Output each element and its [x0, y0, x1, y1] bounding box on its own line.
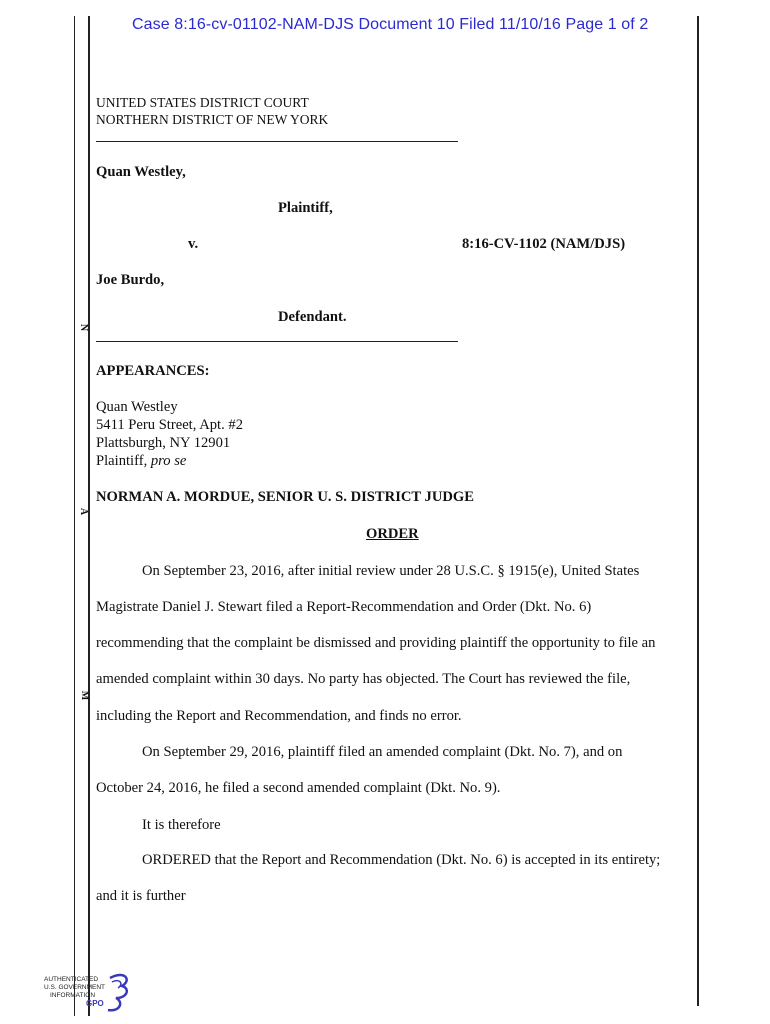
plaintiff-role: Plaintiff,: [278, 200, 333, 216]
court-name: UNITED STATES DISTRICT COURT: [96, 95, 309, 110]
margin-letter-n: N: [78, 323, 90, 332]
appearances-heading: APPEARANCES:: [96, 363, 210, 379]
versus: v.: [188, 236, 199, 252]
body-line: recommending that the complaint be dismissed and providing plaintiff the opportunity to file an: [96, 635, 656, 651]
body-line: ORDERED that the Report and Recommendation (Dkt. No. 6) is accepted in its entirety;: [142, 852, 661, 868]
margin-letter-m: M: [79, 690, 91, 701]
defendant-name: Joe Burdo,: [96, 272, 165, 288]
caption-rule-bottom: [96, 341, 458, 342]
defendant-role: Defendant.: [278, 309, 347, 325]
judge-name: NORMAN A. MORDUE, SENIOR U. S. DISTRICT JUDGE: [96, 489, 474, 505]
court-district: NORTHERN DISTRICT OF NEW YORK: [96, 112, 329, 127]
body-line: amended complaint within 30 days. No party has objected. The Court has reviewed the file,: [96, 671, 631, 687]
logo-line-2: U.S. GOVERNMENT: [44, 984, 106, 991]
case-number: 8:16-CV-1102 (NAM/DJS): [462, 236, 626, 252]
body-line: October 24, 2016, he filed a second amended complaint (Dkt. No. 9).: [96, 780, 501, 796]
logo-mark: GPO: [86, 999, 104, 1008]
logo-line-1: AUTHENTICATED: [44, 976, 99, 983]
margin-line-left: [74, 16, 75, 1016]
gpo-authentication-logo: [40, 968, 140, 1018]
filing-header-stamp: Case 8:16-cv-01102-NAM-DJS Document 10 Filed 11/10/16 Page 1 of 2: [132, 16, 649, 33]
body-line: and it is further: [96, 888, 186, 904]
logo-line-3: INFORMATION: [50, 992, 96, 999]
appearance-role-pro-se: pro se: [150, 453, 187, 469]
appearance-street: 5411 Peru Street, Apt. #2: [96, 417, 244, 433]
margin-line-right: [697, 16, 699, 1006]
plaintiff-name: Quan Westley,: [96, 164, 186, 180]
appearance-role: [96, 453, 186, 470]
body-line: It is therefore: [142, 817, 221, 833]
body-line: including the Report and Recommendation, and finds no error.: [96, 708, 462, 724]
body-line: On September 29, 2016, plaintiff filed an amended complaint (Dkt. No. 7), and on: [142, 744, 623, 760]
caption-rule-top: [96, 141, 458, 142]
order-title: ORDER: [366, 526, 419, 542]
appearance-city: Plattsburgh, NY 12901: [96, 435, 231, 451]
margin-letter-a: A: [78, 507, 90, 516]
appearance-name: Quan Westley: [96, 399, 178, 415]
gpo-eagle-icon: [40, 968, 140, 1018]
appearance-role-prefix: Plaintiff,: [96, 453, 151, 469]
body-line: On September 23, 2016, after initial review under 28 U.S.C. § 1915(e), United States: [142, 563, 640, 579]
margin-line-left-inner: [88, 16, 90, 1016]
body-line: Magistrate Daniel J. Stewart filed a Report-Recommendation and Order (Dkt. No. 6): [96, 599, 592, 615]
